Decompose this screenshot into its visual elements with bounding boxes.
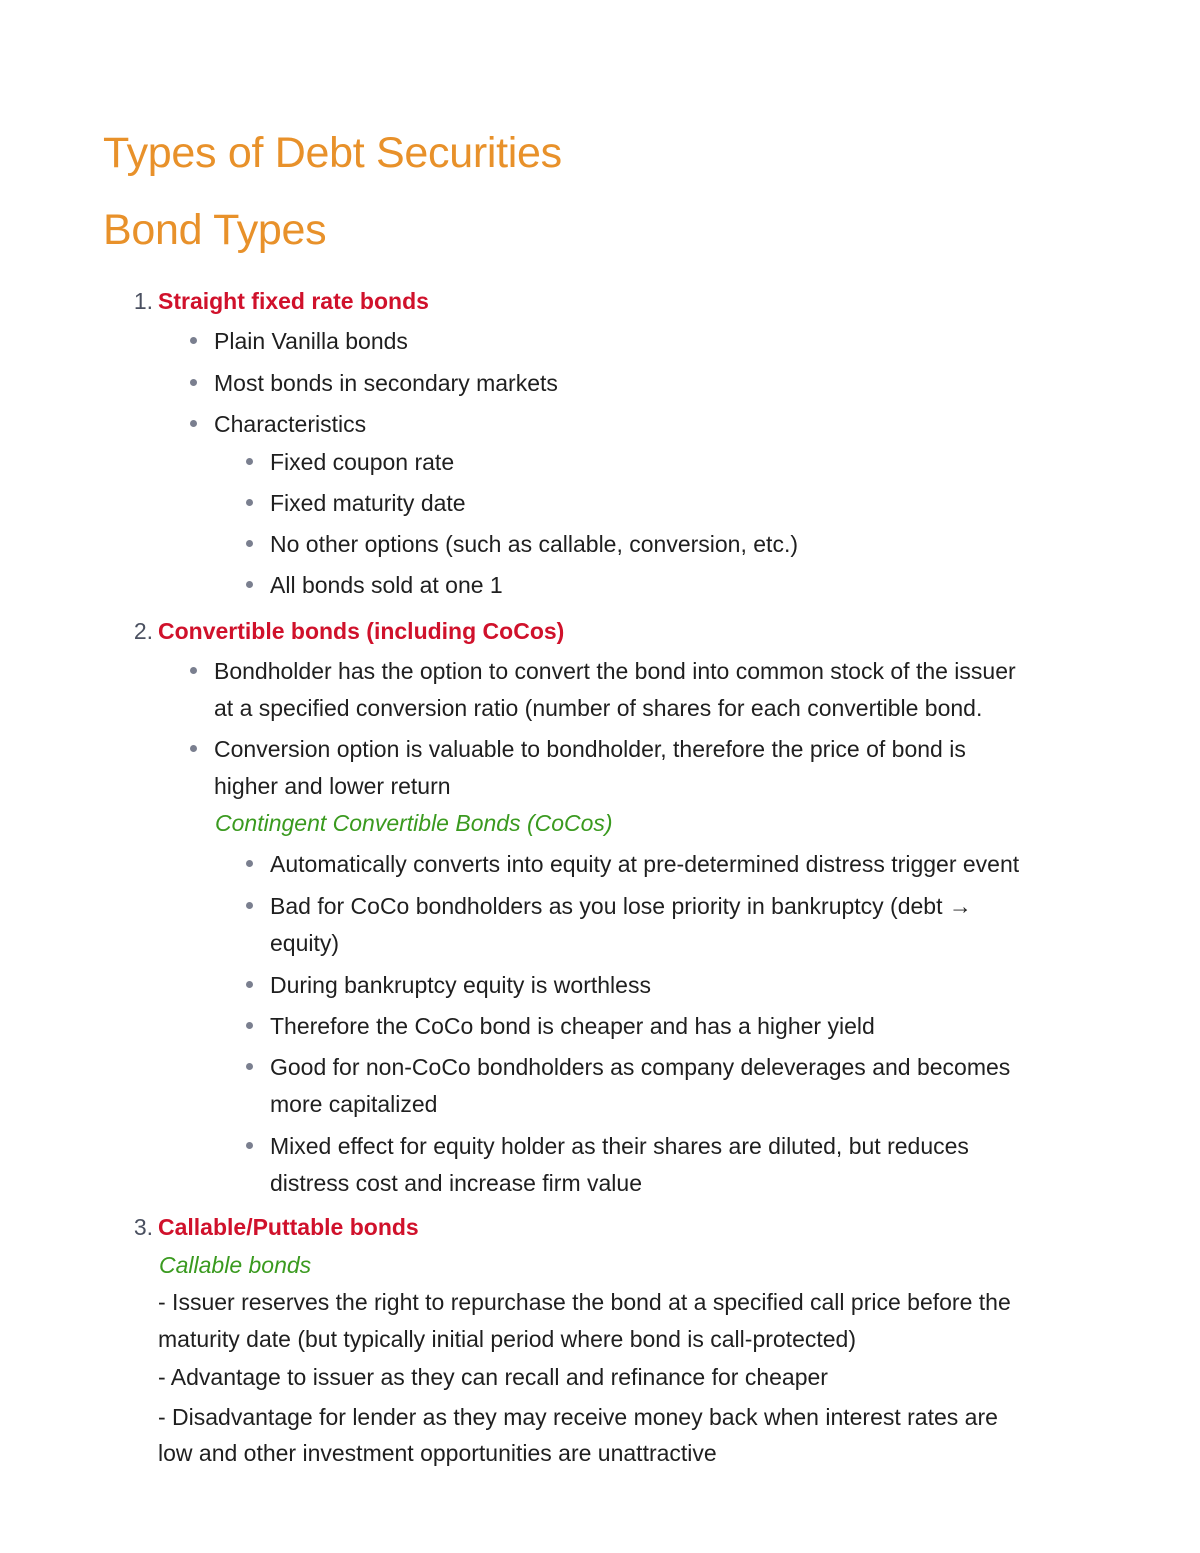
list-item: Therefore the CoCo bond is cheaper and has a higher yield (270, 1013, 875, 1039)
list-item-continuation: equity) (270, 930, 340, 956)
bullet-dot (190, 420, 197, 427)
paragraph-line: - Issuer reserves the right to repurchase the bond at a specified call price before the (158, 1289, 1011, 1315)
list-item: Bondholder has the option to convert the bond into common stock of the issuer (214, 658, 1016, 684)
section-heading: Straight fixed rate bonds (158, 288, 429, 314)
list-item-continuation: at a specified conversion ratio (number of shares for each convertible bond. (214, 695, 983, 721)
list-item: Most bonds in secondary markets (214, 370, 558, 396)
list-number: 1. (133, 288, 153, 314)
paragraph-line: low and other investment opportunities are unattractive (158, 1440, 717, 1466)
list-item: No other options (such as callable, conversion, etc.) (270, 531, 798, 557)
paragraph-line: maturity date (but typically initial period where bond is call-protected) (158, 1326, 856, 1352)
list-item: Bad for CoCo bondholders as you lose priority in bankruptcy (debt → (270, 893, 972, 919)
list-item: Conversion option is valuable to bondholder, therefore the price of bond is (214, 736, 966, 762)
section-heading: Callable/Puttable bonds (158, 1214, 419, 1240)
list-item: Plain Vanilla bonds (214, 328, 408, 354)
bullet-dot (190, 667, 197, 674)
bullet-dot (246, 860, 253, 867)
list-item: Good for non-CoCo bondholders as company deleverages and becomes (270, 1054, 1011, 1080)
list-item-continuation: more capitalized (270, 1091, 438, 1117)
bullet-dot (190, 379, 197, 386)
section-heading: Convertible bonds (including CoCos) (158, 618, 565, 644)
bullet-dot (190, 745, 197, 752)
bullet-dot (246, 902, 253, 909)
list-item: During bankruptcy equity is worthless (270, 972, 651, 998)
bullet-dot (246, 540, 253, 547)
bullet-dot (246, 499, 253, 506)
bullet-dot (246, 1142, 253, 1149)
subsection-heading: Contingent Convertible Bonds (CoCos) (215, 810, 613, 836)
bullet-dot (190, 337, 197, 344)
section-title: Bond Types (103, 206, 327, 254)
bullet-dot (246, 581, 253, 588)
page-title: Types of Debt Securities (103, 129, 562, 177)
list-item: Mixed effect for equity holder as their shares are diluted, but reduces (270, 1133, 969, 1159)
list-item: Fixed coupon rate (270, 449, 455, 475)
bullet-dot (246, 1063, 253, 1070)
list-number: 2. (133, 618, 153, 644)
list-number: 3. (133, 1214, 153, 1240)
bullet-dot (246, 1022, 253, 1029)
bullet-dot (246, 458, 253, 465)
paragraph-line: - Disadvantage for lender as they may receive money back when interest rates are (158, 1404, 998, 1430)
list-item: All bonds sold at one 1 (270, 572, 503, 598)
bullet-dot (246, 981, 253, 988)
paragraph-line: - Advantage to issuer as they can recall and refinance for cheaper (158, 1364, 828, 1390)
subsection-heading: Callable bonds (159, 1252, 312, 1278)
list-item: Characteristics (214, 411, 367, 437)
list-item-continuation: distress cost and increase firm value (270, 1170, 642, 1196)
list-item: Fixed maturity date (270, 490, 466, 516)
list-item: Automatically converts into equity at pre-determined distress trigger event (270, 851, 1020, 877)
list-item-continuation: higher and lower return (214, 773, 451, 799)
